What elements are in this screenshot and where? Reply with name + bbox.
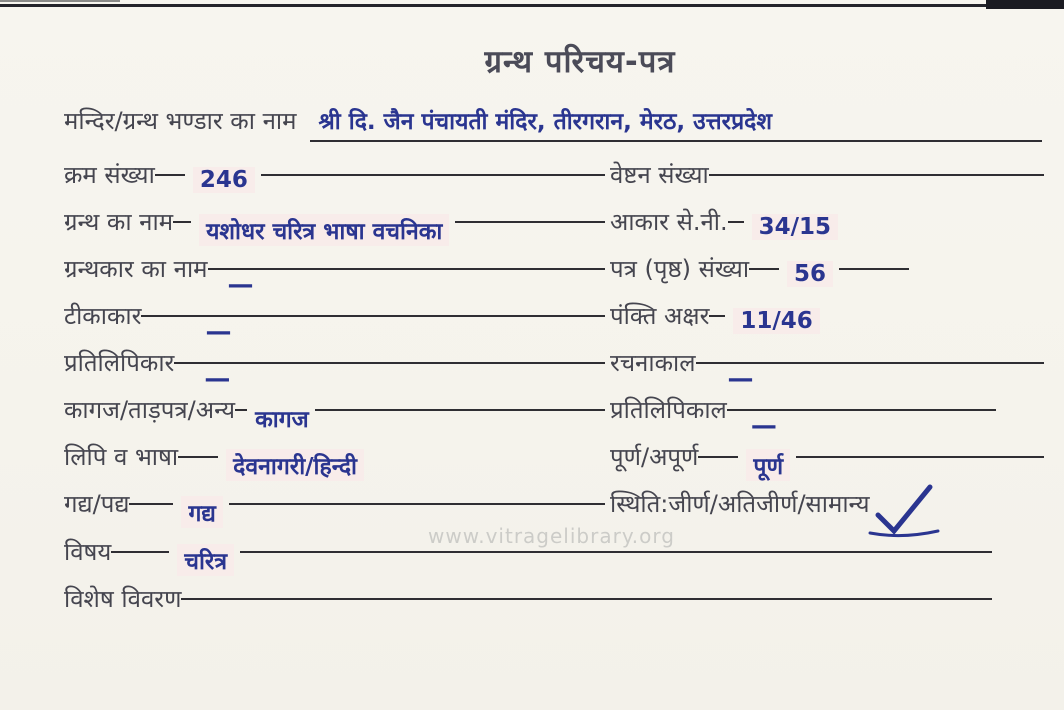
field-value-handwritten: 11/46 [733,308,819,334]
field-value-handwritten: गद्य [181,496,222,528]
rule-line [315,409,605,411]
field-value-handwritten: यशोधर चरित्र भाषा वचनिका [199,214,449,246]
field-copy-date [610,395,1044,442]
watermark: www.vitragelibrary.org [428,524,675,548]
rule-line [235,409,247,411]
field-value-handwritten: — [227,270,254,300]
scan-edge-left [0,0,120,2]
field-value-handwritten: — [727,364,754,394]
field-label: कागज/ताड़पत्र/अन्य [64,396,236,424]
field-value-handwritten: — [205,317,232,347]
rule-line [174,362,605,394]
field-script-language [64,442,605,489]
field-value-handwritten: पूर्ण [746,449,790,481]
field-label: आकार से.नी. [610,208,728,236]
field-material [64,395,605,442]
rule-line [155,174,185,176]
field-label: पत्र (पृष्ठ) संख्या [610,255,750,283]
field-label: टीकाकार [64,302,142,330]
rule-line [111,551,169,553]
field-label: मन्दिर/ग्रन्थ भण्डार का नाम [64,107,297,135]
field-label: प्रतिलिपिकार [64,349,175,377]
rule-line [698,456,738,458]
field-label: ग्रन्थकार का नाम [64,255,208,283]
field-value-handwritten: देवनागरी/हिन्दी [226,449,364,481]
field-label: पंक्ति अक्षर [610,302,710,330]
field-commentator [64,301,605,348]
field-label: विशेष विवरण [64,585,182,613]
page-title: ग्रन्थ परिचय-पत्र [484,44,676,80]
rule-line [749,268,779,270]
field-label: रचनाकाल [610,349,696,377]
rule-line [709,315,725,317]
rule-line [141,315,605,347]
field-label: विषय [64,538,112,566]
checkmark-icon [868,481,978,541]
rule-line [240,551,992,553]
field-value-handwritten: — [750,411,777,441]
field-manuscript-name [64,207,605,254]
field-label: स्थिति:जीर्ण/अतिजीर्ण/सामान्य [610,490,870,518]
field-label: लिपि व भाषा [64,443,179,471]
field-label: पूर्ण/अपूर्ण [610,443,699,471]
field-label: प्रतिलिपिकाल [610,396,727,424]
field-leaf-count [610,254,1044,301]
field-serial-number [64,160,605,207]
field-value-handwritten: 246 [193,167,255,193]
rule-line [129,503,173,505]
field-label: गद्य/पद्य [64,490,130,518]
scan-edge-corner [986,0,1064,9]
field-value-handwritten: — [204,364,231,394]
field-value-handwritten: 34/15 [752,214,838,240]
field-value-handwritten: 56 [787,261,833,287]
field-condition [610,489,1044,536]
scan-edge-top [0,4,1064,7]
rule-line [696,362,1044,394]
rule-line [261,174,605,176]
rule-line [229,503,605,505]
field-scribe [64,348,605,395]
rule-line [709,174,1044,176]
field-value-handwritten: चरित्र [177,544,234,576]
field-label: वेष्टन संख्या [610,161,709,189]
rule-line [181,598,992,600]
field-bundle-number [610,160,1044,207]
rule-line [728,221,744,223]
field-label: क्रम संख्या [64,161,155,189]
rule-line [796,456,1044,458]
field-size-cm [610,207,1044,254]
field-repository-name [64,104,1042,142]
rule-line [727,409,996,441]
rule-line [455,221,605,223]
field-special-details [64,584,992,631]
rule-line [208,268,605,300]
rule-line [178,456,218,458]
field-composition-date [610,348,1044,395]
field-label: ग्रन्थ का नाम [64,208,174,236]
field-value-handwritten: श्री दि. जैन पंचायती मंदिर, तीरगरान, मेरठ, उत्तरप्रदेश [318,109,773,135]
right-column [610,160,1044,536]
field-lines-characters [610,301,1044,348]
rule-line [173,221,191,223]
field-complete-incomplete [610,442,1044,489]
field-value-handwritten: कागज [255,407,309,433]
field-author-name [64,254,605,301]
left-column [64,160,605,536]
rule-line [839,268,909,270]
